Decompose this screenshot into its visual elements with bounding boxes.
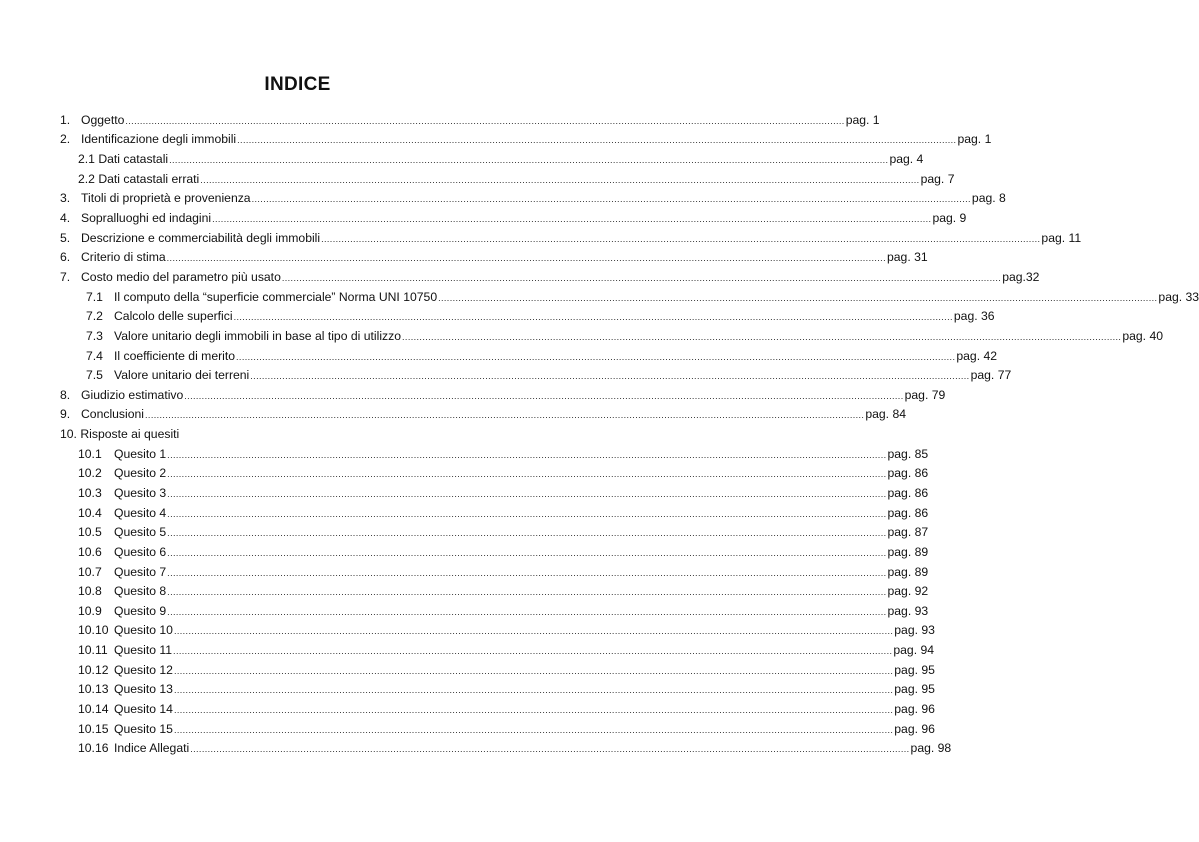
toc-entry-label — [78, 486, 166, 500]
toc-entry-number: 10.3 — [78, 485, 102, 500]
toc-entry-text: Dati catastali — [98, 152, 169, 167]
toc-entry-label — [86, 368, 249, 382]
toc-entry-label — [78, 623, 173, 637]
toc-entry[interactable] — [60, 699, 935, 719]
toc-entry-page: pag. 1 — [845, 112, 880, 127]
toc-entry[interactable] — [60, 306, 995, 326]
toc-leader-dots: ........................................................................................................................................................................................................................................................ — [167, 449, 887, 460]
toc-leader-dots: ........................................................................................................................................................................................................................................................ — [212, 214, 932, 225]
toc-leader-dots: ........................................................................................................................................................................................................................................................ — [250, 371, 970, 382]
toc-entry-page: pag. 36 — [953, 309, 995, 324]
toc-entry-text: Quesito 14 — [114, 702, 173, 717]
toc-entry-text: Indice Allegati — [114, 741, 190, 756]
toc-entry-number: 9. — [60, 407, 71, 422]
toc-entry-label — [78, 741, 189, 755]
toc-entry-label — [78, 643, 172, 657]
toc-entry-label — [86, 329, 401, 343]
toc-entry-text: Giudizio estimativo — [81, 387, 184, 402]
toc-entry-page: pag. 84 — [865, 407, 907, 422]
toc-leader-dots: ........................................................................................................................................................................................................................................................ — [167, 469, 887, 480]
toc-entry-number: 10.5 — [78, 525, 102, 540]
toc-leader-dots: ........................................................................................................................................................................................................................................................ — [321, 233, 1041, 244]
toc-entry-text: Titoli di proprietà e provenienza — [81, 191, 251, 206]
toc-entry[interactable] — [60, 444, 929, 464]
toc-entry-number: 10.2 — [78, 466, 102, 481]
toc-entry-label — [78, 702, 173, 716]
toc-section-heading[interactable] — [60, 424, 523, 444]
toc-entry[interactable] — [60, 621, 935, 641]
page-title: INDICE — [264, 74, 331, 95]
toc-entry[interactable] — [60, 208, 967, 228]
toc-entry-text: Quesito 12 — [114, 662, 173, 677]
toc-entry-page: pag. 85 — [887, 446, 929, 461]
toc-entry-text: Costo medio del parametro più usato — [81, 269, 281, 284]
toc-entry-number: 10.14 — [78, 702, 109, 717]
toc-entry-text: Conclusioni — [81, 407, 145, 422]
toc-entry-label — [78, 172, 199, 186]
toc-entry-label — [78, 152, 168, 166]
toc-entry-number: 10.7 — [78, 564, 102, 579]
toc-entry[interactable] — [60, 385, 946, 405]
toc-entry-label — [60, 427, 179, 441]
toc-entry[interactable] — [60, 189, 1006, 209]
toc-entry[interactable] — [60, 346, 998, 366]
toc-entry-text: Il computo della “superficie commerciale” Norma UNI 10750 — [114, 289, 438, 304]
toc-entry-number: 10.13 — [78, 682, 109, 697]
toc-entry-number: 7.2 — [86, 309, 103, 324]
toc-entry-text: Quesito 1 — [114, 446, 167, 461]
toc-entry-page: pag. 40 — [1122, 328, 1164, 343]
toc-entry-label — [78, 604, 166, 618]
toc-entry-page: pag. 87 — [887, 525, 929, 540]
toc-entry-number: 7.1 — [86, 289, 103, 304]
toc-leader-dots: ........................................................................................................................................................................................................................................................ — [173, 685, 894, 696]
toc-entry[interactable] — [60, 365, 1012, 385]
toc-entry-page: pag. 31 — [886, 250, 928, 265]
toc-entry-text: Identificazione degli immobili — [81, 132, 237, 147]
toc-entry-page: pag.32 — [1002, 269, 1040, 284]
toc-entry-text: Quesito 7 — [114, 564, 167, 579]
toc-entry[interactable] — [60, 169, 955, 189]
toc-entry-label — [60, 211, 211, 225]
toc-entry-number: 10.4 — [78, 505, 102, 520]
toc-entry-number: 7.4 — [86, 348, 103, 363]
toc-entry-number: 3. — [60, 191, 71, 206]
toc-entry-number: 5. — [60, 230, 71, 245]
table-of-contents — [60, 110, 1199, 758]
toc-entry[interactable] — [60, 464, 929, 484]
toc-leader-dots: ........................................................................................................................................................................................................................................................ — [173, 665, 894, 676]
toc-entry[interactable] — [60, 581, 929, 601]
toc-leader-dots: ........................................................................................................................................................................................................................................................ — [169, 155, 889, 166]
toc-leader-dots: ........................................................................................................................................................................................................................................................ — [167, 528, 887, 539]
toc-entry-label — [78, 447, 166, 461]
toc-entry-label — [78, 466, 166, 480]
toc-entry-text: Calcolo delle superfici — [114, 309, 233, 324]
toc-entry[interactable] — [60, 562, 929, 582]
toc-entry-text: Criterio di stima — [81, 250, 166, 265]
toc-leader-dots: ........................................................................................................................................................................................................................................................ — [173, 724, 894, 735]
toc-entry-page: pag. 86 — [887, 505, 929, 520]
toc-entry-label — [86, 309, 233, 323]
toc-entry-page: pag. 93 — [887, 603, 929, 618]
toc-entry-label — [86, 349, 235, 363]
toc-entry-label — [60, 250, 166, 264]
toc-entry-page: pag. 9 — [932, 211, 967, 226]
toc-entry-page: pag. 1 — [957, 132, 992, 147]
toc-leader-dots: ........................................................................................................................................................................................................................................................ — [236, 351, 956, 362]
toc-entry-page: pag. 92 — [887, 584, 929, 599]
toc-leader-dots: ........................................................................................................................................................................................................................................................ — [200, 174, 920, 185]
toc-entry[interactable] — [60, 660, 935, 680]
toc-entry-label — [78, 682, 173, 696]
toc-leader-dots: ........................................................................................................................................................................................................................................................ — [233, 312, 953, 323]
toc-leader-dots: ........................................................................................................................................................................................................................................................ — [166, 253, 886, 264]
toc-entry[interactable] — [60, 228, 1082, 248]
toc-entry-text: Quesito 4 — [114, 505, 167, 520]
toc-entry[interactable] — [60, 130, 992, 150]
toc-entry-page: pag. 96 — [894, 702, 935, 717]
toc-entry-number: 10.11 — [78, 643, 108, 658]
toc-entry-number: 6. — [60, 250, 71, 265]
toc-leader-dots: ........................................................................................................................................................................................................................................................ — [173, 646, 893, 657]
toc-entry[interactable] — [60, 267, 1040, 287]
toc-entry-text: Quesito 3 — [114, 485, 167, 500]
toc-entry-label — [60, 191, 251, 205]
toc-entry[interactable] — [60, 503, 929, 523]
toc-entry-label — [60, 270, 281, 284]
toc-entry-page: pag. 77 — [970, 368, 1012, 383]
toc-entry-number: 1. — [60, 112, 71, 127]
toc-entry-page: pag. 11 — [1041, 230, 1082, 245]
toc-entry-text: Quesito 10 — [114, 623, 173, 638]
toc-entry-number: 10.8 — [78, 584, 102, 599]
toc-entry-number: 2.2 — [78, 171, 95, 186]
toc-leader-dots: ........................................................................................................................................................................................................................................................ — [190, 744, 910, 755]
toc-entry-number: 10. — [60, 427, 77, 442]
toc-entry[interactable] — [60, 483, 929, 503]
toc-entry-page: pag. 94 — [893, 643, 935, 658]
toc-leader-dots: ........................................................................................................................................................................................................................................................ — [167, 567, 887, 578]
toc-entry-page: pag. 95 — [894, 682, 935, 697]
toc-leader-dots: ........................................................................................................................................................................................................................................................ — [438, 292, 1158, 303]
toc-entry-number: 4. — [60, 211, 71, 226]
toc-leader-dots: ........................................................................................................................................................................................................................................................ — [167, 488, 887, 499]
toc-entry-text: Quesito 9 — [114, 603, 167, 618]
toc-entry-number: 7. — [60, 269, 71, 284]
toc-entry-number: 7.3 — [86, 328, 103, 343]
toc-entry-number: 10.10 — [78, 623, 109, 638]
toc-leader-dots: ........................................................................................................................................................................................................................................................ — [167, 508, 887, 519]
toc-entry-page: pag. 86 — [887, 485, 929, 500]
toc-entry[interactable] — [60, 719, 935, 739]
toc-entry-page: pag. 93 — [894, 623, 935, 638]
toc-entry-text: Risposte ai quesiti — [80, 427, 180, 442]
toc-entry[interactable] — [60, 326, 1164, 346]
toc-entry-label — [78, 525, 166, 539]
toc-entry-number: 10.12 — [78, 662, 109, 677]
toc-entry[interactable] — [60, 522, 929, 542]
toc-leader-dots: ........................................................................................................................................................................................................................................................ — [251, 194, 971, 205]
toc-entry-label — [86, 290, 437, 304]
toc-entry-label — [60, 113, 124, 127]
toc-entry-number: 10.9 — [78, 603, 102, 618]
toc-leader-dots: ........................................................................................................................................................................................................................................................ — [184, 390, 904, 401]
toc-entry-page: pag. 4 — [889, 152, 924, 167]
toc-entry-number: 10.1 — [78, 446, 102, 461]
toc-entry-text: Quesito 8 — [114, 584, 167, 599]
toc-leader-dots: ........................................................................................................................................................................................................................................................ — [402, 331, 1122, 342]
toc-entry[interactable] — [60, 287, 1199, 307]
toc-entry-text: Quesito 11 — [114, 643, 173, 658]
toc-entry-page: pag. 7 — [920, 171, 955, 186]
toc-entry-number: 7.5 — [86, 368, 103, 383]
toc-entry-label — [78, 565, 166, 579]
toc-leader-dots: ........................................................................................................................................................................................................................................................ — [173, 705, 894, 716]
toc-entry-text: Valore unitario dei terreni — [114, 368, 250, 383]
toc-entry-text: Quesito 5 — [114, 525, 167, 540]
toc-leader-dots: ........................................................................................................................................................................................................................................................ — [237, 135, 957, 146]
toc-entry[interactable] — [60, 149, 924, 169]
toc-entry-label — [60, 231, 320, 245]
toc-entry-number: 10.16 — [78, 741, 109, 756]
toc-entry-text: Quesito 2 — [114, 466, 167, 481]
toc-leader-dots: ........................................................................................................................................................................................................................................................ — [167, 547, 887, 558]
toc-entry-label — [60, 388, 183, 402]
toc-entry-label — [78, 545, 166, 559]
toc-entry-page: pag. 33 — [1158, 289, 1199, 304]
toc-entry-page: pag. 98 — [910, 741, 952, 756]
toc-entry-text: Quesito 15 — [114, 721, 173, 736]
toc-entry-page: pag. 95 — [894, 662, 935, 677]
toc-leader-dots: ........................................................................................................................................................................................................................................................ — [145, 410, 865, 421]
toc-leader-dots: ........................................................................................................................................................................................................................................................ — [281, 272, 1002, 283]
toc-entry[interactable] — [60, 247, 928, 267]
toc-entry-label — [78, 663, 173, 677]
toc-entry-text: Descrizione e commerciabilità degli immobili — [81, 230, 321, 245]
toc-entry-number: 8. — [60, 387, 71, 402]
toc-entry-page: pag. 79 — [904, 387, 946, 402]
toc-entry-text: Oggetto — [81, 112, 125, 127]
toc-entry-text: Quesito 6 — [114, 544, 167, 559]
toc-entry[interactable] — [60, 739, 952, 759]
toc-entry-page: pag. 89 — [887, 564, 929, 579]
toc-entry-text: Il coefficiente di merito — [114, 348, 236, 363]
toc-entry-label — [78, 584, 166, 598]
toc-entry[interactable] — [60, 405, 907, 425]
toc-leader-dots: ........................................................................................................................................................................................................................................................ — [167, 587, 887, 598]
toc-entry-text: Sopralluoghi ed indagini — [81, 211, 212, 226]
toc-entry-label — [60, 132, 236, 146]
toc-leader-dots: ........................................................................................................................................................................................................................................................ — [173, 626, 894, 637]
toc-entry-text: Quesito 13 — [114, 682, 173, 697]
toc-entry-label — [60, 407, 144, 421]
toc-entry[interactable] — [60, 680, 935, 700]
toc-entry[interactable] — [60, 542, 929, 562]
toc-entry-number: 10.6 — [78, 544, 102, 559]
toc-entry-label — [78, 722, 173, 736]
toc-entry[interactable] — [60, 640, 935, 660]
toc-entry-page: pag. 96 — [894, 721, 935, 736]
toc-entry-page: pag. 86 — [887, 466, 929, 481]
toc-entry-page: pag. 89 — [887, 544, 929, 559]
toc-entry-text: Valore unitario degli immobili in base al tipo di utilizzo — [114, 328, 402, 343]
toc-leader-dots: ........................................................................................................................................................................................................................................................ — [125, 115, 845, 126]
toc-entry-page: pag. 8 — [971, 191, 1006, 206]
toc-entry-text: Dati catastali errati — [98, 171, 200, 186]
toc-entry[interactable] — [60, 601, 929, 621]
toc-entry[interactable] — [60, 110, 880, 130]
toc-leader-dots: ........................................................................................................................................................................................................................................................ — [167, 606, 887, 617]
toc-entry-number: 2.1 — [78, 152, 95, 167]
toc-entry-number: 10.15 — [78, 721, 109, 736]
toc-entry-page: pag. 42 — [956, 348, 998, 363]
toc-entry-label — [78, 506, 166, 520]
toc-entry-number: 2. — [60, 132, 71, 147]
